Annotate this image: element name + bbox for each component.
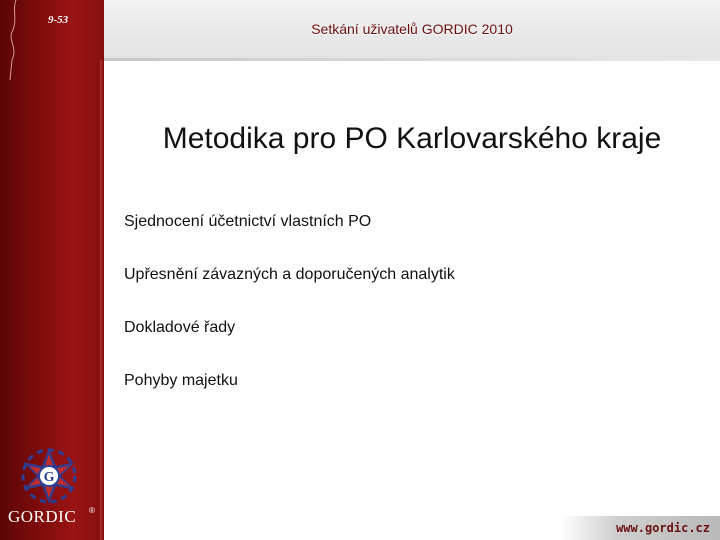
- bullet-list: [124, 212, 455, 424]
- slide-number: 9-53: [48, 14, 69, 26]
- bullet-item: Upřesnění závazných a doporučených analytik: [124, 266, 455, 283]
- website-link[interactable]: www.gordic.cz: [616, 521, 710, 535]
- bullet-item: Dokladové řady: [124, 319, 236, 336]
- logo-registered-mark: ®: [89, 506, 95, 515]
- decorative-line: [0, 0, 100, 80]
- header-divider: [104, 58, 720, 61]
- slide-title: Metodika pro PO Karlovarského kraje: [162, 122, 662, 155]
- bullet-item: Pohyby majetku: [124, 372, 238, 389]
- bullet-item: Sjednocení účetnictví vlastních PO: [124, 213, 372, 230]
- event-title: Setkání uživatelů GORDIC 2010: [311, 21, 513, 37]
- logo-letter: G: [43, 470, 55, 485]
- logo-text: GORDIC: [8, 507, 77, 526]
